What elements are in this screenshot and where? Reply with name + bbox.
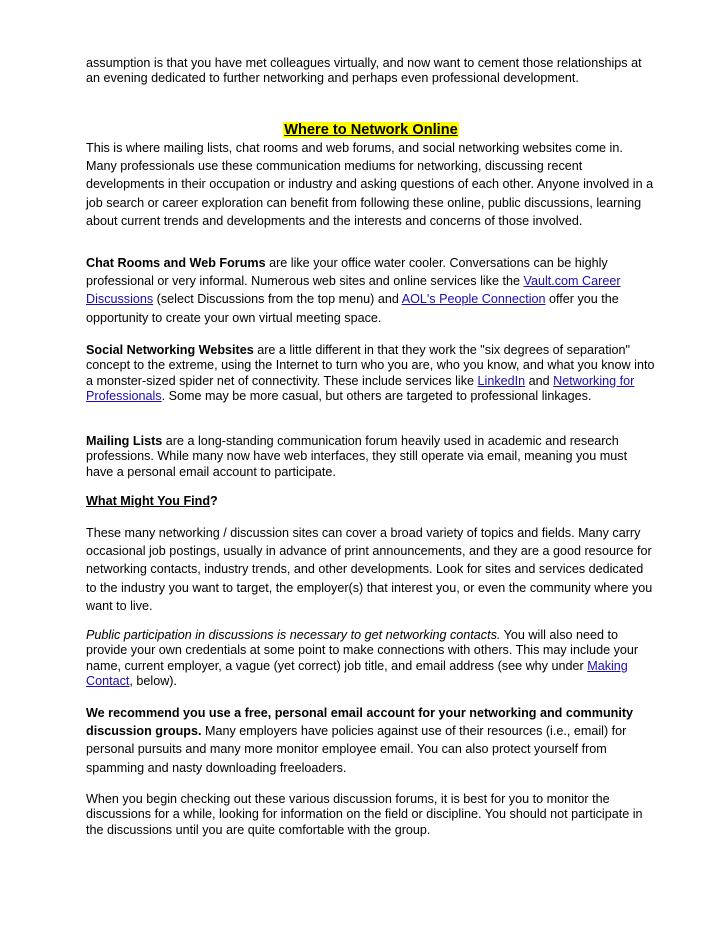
participation-text-2: , below). [129, 674, 178, 689]
chat-term: Chat Rooms and Web Forums [86, 256, 266, 270]
participation-paragraph [86, 628, 656, 690]
find-heading [86, 494, 656, 509]
chat-paragraph [86, 254, 656, 327]
social-term: Social Networking Websites [86, 343, 254, 357]
participation-italic: Public participation in discussions is necessary to get networking contacts. [86, 628, 501, 642]
vault-link[interactable]: Vault.com Career Discussions [86, 274, 621, 307]
topics-text: These many networking / discussion sites can cover a broad variety of topics and fields. Many carry occasional job postings, usually in advance of print announcements, and they are a good resource for networking contacts, industry trends, and other developments. Look for sites and services dedicated to the industry you want to target, the employer(s) that interest you, or even the community where you want to live. [86, 526, 653, 613]
social-paragraph [86, 343, 656, 405]
mailing-paragraph [86, 434, 656, 480]
social-text-2: and [525, 373, 554, 388]
mailing-text: are a long-standing communication forum heavily used in academic and research professions. While many now have web interfaces, they still operate via email, meaning you must have a personal email account to participate. [86, 434, 628, 479]
recommend-bold: We recommend you use a free, personal email account for your networking and community discussion groups. [86, 706, 634, 739]
mailing-term: Mailing Lists [86, 434, 163, 448]
topics-paragraph [86, 524, 656, 615]
social-text-1: are a little different in that they work the "six degrees of separation" concept to the extreme, using the Internet to turn who you are, who you know, and what you know into a monster-sized spider net of connectivity. These include services like [86, 343, 655, 388]
chat-text-3: offer you the opportunity to create your own virtual meeting space. [86, 292, 619, 325]
monitor-paragraph [86, 792, 656, 838]
find-qmark: ? [210, 494, 218, 508]
overview-paragraph [86, 139, 656, 230]
intro-text: assumption is that you have met colleagues virtually, and now want to cement those relationships at an evening dedicated to further networking and perhaps even professional development. [86, 56, 642, 86]
linkedin-link[interactable]: LinkedIn [477, 373, 526, 388]
heading-text: Where to Network Online [284, 122, 458, 138]
monitor-text: When you begin checking out these various discussion forums, it is best for you to monitor the discussions for a while, looking for information on the field or discipline. You should not participate in the discussions until you are quite comfortable with the group. [86, 792, 643, 837]
aol-link[interactable]: AOL's People Connection [401, 292, 546, 307]
networking-professionals-link[interactable]: Networking for Professionals [86, 373, 635, 404]
chat-text-2: (select Discussions from the top menu) and [153, 292, 402, 307]
recommend-text: Many employers have policies against use of their resources (i.e., email) for personal pursuits and many more monitor employee email. You can also protect yourself from spamming and nasty downloading freeloaders. [86, 724, 627, 775]
section-heading [86, 122, 656, 138]
chat-text-1: are like your office water cooler. Conversations can be highly professional or very informal. Numerous web sites and online services like the [86, 256, 608, 289]
find-title: What Might You Find [86, 494, 211, 508]
participation-text-1: You will also need to provide your own credentials at some point to make connections with others. This may include your name, current employer, a vague (yet correct) job title, and email address (see why under [86, 628, 639, 673]
overview-text: This is where mailing lists, chat rooms and web forums, and social networking websites come in. Many professionals use these communication mediums for networking, discussing recent developments in their occupation or industry and asking questions of each other. Anyone involved in a job search or career exploration can benefit from following these online, public discussions, learning about current trends and developments and the interests and concerns of those involved. [86, 141, 654, 228]
recommend-paragraph [86, 704, 656, 777]
intro-paragraph [86, 56, 656, 87]
making-contact-link[interactable]: Making Contact [86, 658, 628, 689]
social-text-3: . Some may be more casual, but others are targeted to professional linkages. [161, 389, 592, 404]
